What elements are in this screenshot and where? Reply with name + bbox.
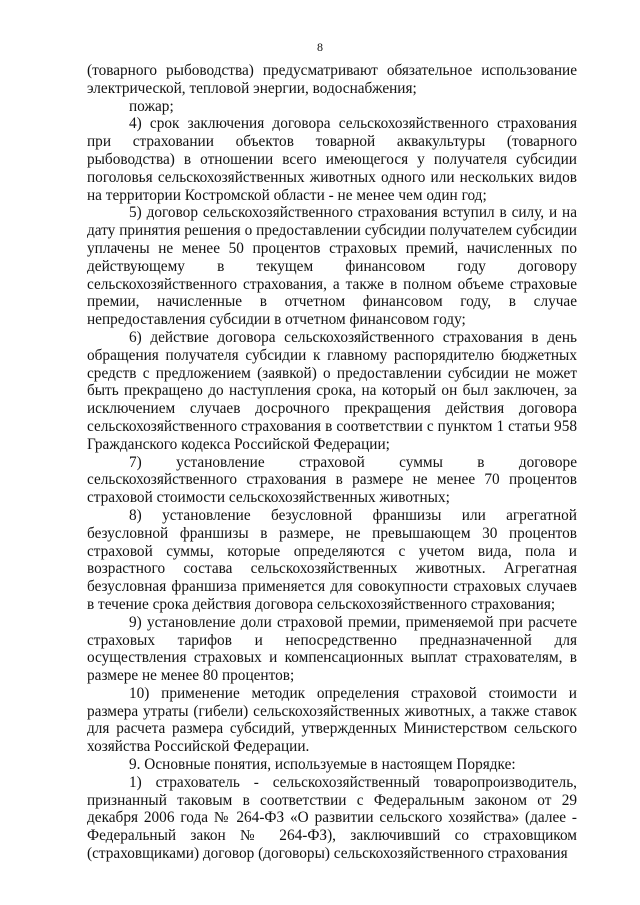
paragraph-continuation: (товарного рыбоводства) предусматривают обязательное использование электрической, тепловой энергии, водоснабжения; <box>87 62 577 97</box>
paragraph-fire: пожар; <box>129 97 174 115</box>
paragraph-item-5: 5) договор сельскохозяйственного страхования вступил в силу, и на дату принятия решения о предоставлении субсидии получателем субсидии уплачены не менее 50 процентов страховых премий, начисленных по действующему в текущем финансовом году договору сельскохозяйственного страхования, а также в полном объеме страховые премии, начисленные в отчетном финансовом году, в случае непредоставления субсидии в отчетном финансовом году; <box>87 204 577 329</box>
page-number: 8 <box>317 40 323 54</box>
paragraph-item-9: 9) установление доли страховой премии, применяемой при расчете страховых тарифов и непосредственно предназначенной для осуществления страховых и компенсационных выплат страхователям, в размере не менее 80 процентов; <box>87 613 577 685</box>
paragraph-item-10: 10) применение методик определения страховой стоимости и размера утраты (гибели) сельскохозяйственных животных, а также ставок для расчета размера субсидий, утвержденных Министерством сельского хозяйства Российской Федерации. <box>87 684 577 756</box>
paragraph-item-6: 6) действие договора сельскохозяйственного страхования в день обращения получателя субсидии к главному распорядителю бюджетных средств с предложением (заявкой) о предоставлении субсидии не может быть прекращено до наступления срока, на который он был заключен, за исключением случаев досрочного прекращения действия договора сельскохозяйственного страхования в соответствии с пунктом 1 статьи 958 Гражданского кодекса Российской Федерации; <box>87 328 577 453</box>
paragraph-item-7: 7) установление страховой суммы в договоре сельскохозяйственного страхования в размере не менее 70 процентов страховой стоимости сельскохозяйственных животных; <box>87 453 577 507</box>
paragraph-item-4: 4) срок заключения договора сельскохозяйственного страхования при страховании объектов товарной аквакультуры (товарного рыбоводства) в отношении всего имеющегося у получателя субсидии поголовья сельскохозяйственных животных одного или нескольких видов на территории Костромской области - не менее чем один год; <box>87 115 577 204</box>
paragraph-item-8: 8) установление безусловной франшизы или агрегатной безусловной франшизы в размере, не превышающем 30 процентов страховой суммы, которые определяются с учетом вида, пола и возрастного состава сельскохозяйственных животных. Агрегатная безусловная франшиза применяется для совокупности страховых случаев в течение срока действия договора сельскохозяйственного страхования; <box>87 506 577 613</box>
document-body <box>87 62 577 863</box>
section-9-heading: 9. Основные понятия, используемые в настоящем Порядке: <box>129 756 516 774</box>
paragraph-definition-1: 1) страхователь - сельскохозяйственный товаропроизводитель, признанный таковым в соответствии с Федеральным законом от 29 декабря 2006 года № 264-ФЗ «О развитии сельского хозяйства» (далее - Федеральный закон № 264-ФЗ), заключивший со страховщиком (страховщиками) договор (договоры) сельскохозяйственного страхования <box>87 773 577 863</box>
